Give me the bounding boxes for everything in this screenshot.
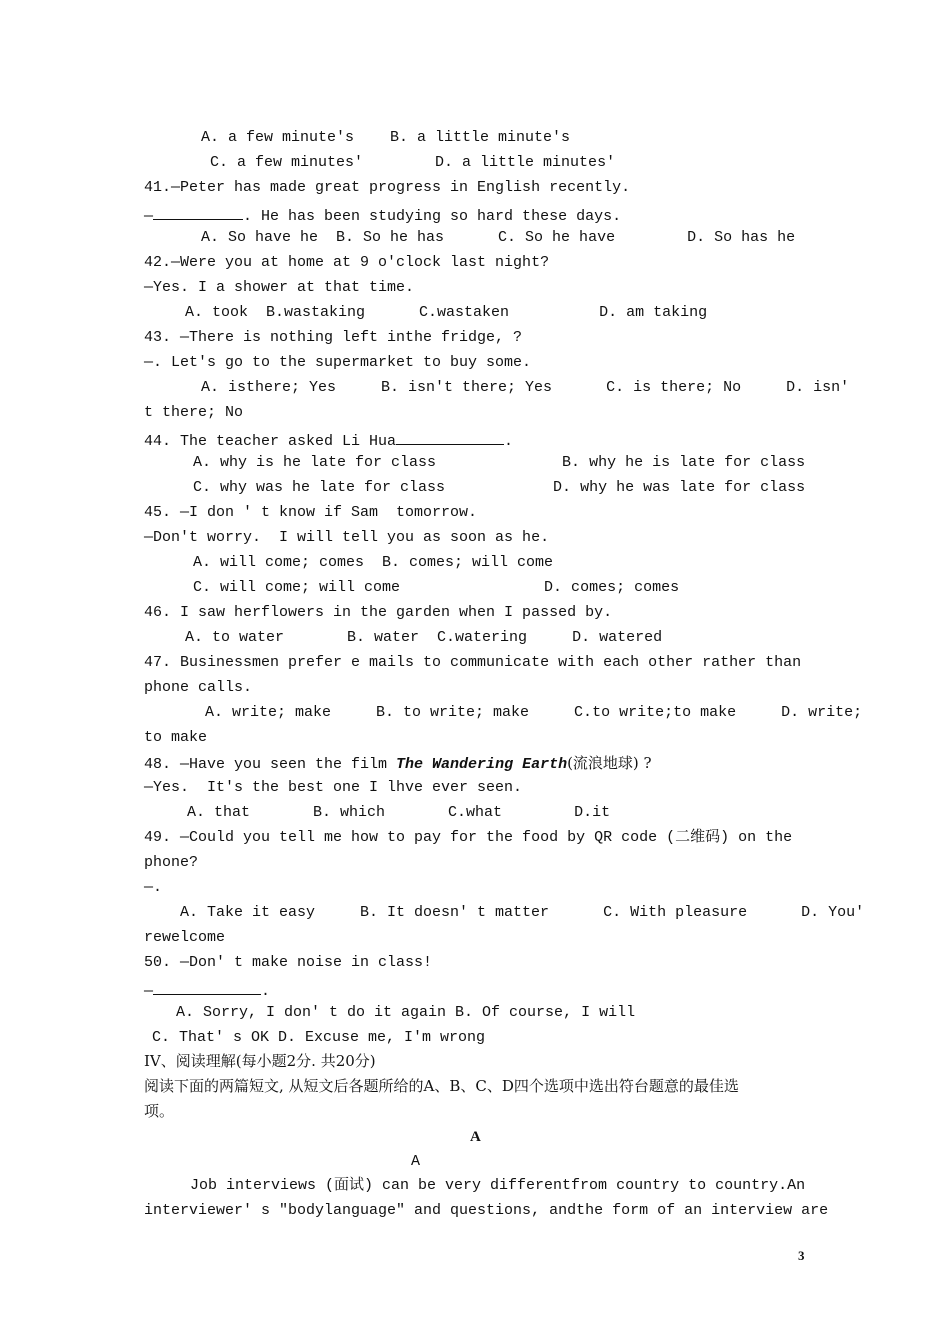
q42-options: A. took B.wastaking C.wastaken D. am taking: [185, 304, 708, 321]
q43-options-wrap: t there; No: [144, 404, 244, 421]
q41-stem: 41.—Peter has made great progress in English recently.: [144, 179, 631, 196]
dash: —: [144, 983, 154, 1000]
q43-options: A. isthere; Yes B. isn't there; Yes C. is there; No D. isn': [201, 379, 850, 396]
q50-reply: [144, 978, 270, 998]
q45-stem: 45. —I don ' t know if Sam tomorrow.: [144, 504, 478, 521]
q49-options: A. Take it easy B. It doesn' t matter C. With pleasure D. You': [180, 904, 865, 921]
q40-options-cd: C. a few minutes' D. a little minutes': [210, 154, 616, 171]
q50-stem: 50. —Don' t make noise in class!: [144, 954, 433, 971]
q45-options-cd: C. will come; will come D. comes; comes: [193, 579, 680, 596]
q43-stem: 43. —There is nothing left inthe fridge, ?: [144, 329, 523, 346]
passage-heading: A: [470, 1129, 481, 1145]
film-title: The Wandering Earth: [396, 756, 568, 773]
q48-stem: [144, 753, 652, 773]
q49-options-wrap: rewelcome: [144, 929, 226, 946]
q41-reply-text: . He has been studying so hard these days.: [243, 208, 622, 225]
passage-line-1: Job interviews (面试) can be very differentfrom country to country.An: [190, 1177, 806, 1194]
section-instructions: 阅读下面的两篇短文, 从短文后各题所给的A、B、C、D四个选项中选出符台题意的最佳选: [144, 1077, 739, 1095]
period: .: [261, 983, 271, 1000]
dash: —: [144, 208, 154, 225]
period: .: [504, 433, 514, 450]
answer-blank: [153, 978, 261, 995]
q44-options-cd: C. why was he late for class D. why he was late for class: [193, 479, 806, 496]
q47-options: A. write; make B. to write; make C.to write;to make D. write;: [205, 704, 863, 721]
q49-stem: 49. —Could you tell me how to pay for the food by QR code (二维码) on the: [144, 829, 793, 846]
q44-stem: [144, 428, 513, 448]
passage-line-2: interviewer' s "bodylanguage" and questions, andthe form of an interview are: [144, 1202, 829, 1219]
q48-options: A. that B. which C.what D.it: [187, 804, 611, 821]
passage-subheading: A: [411, 1153, 421, 1170]
q48-stem-text: 48. —Have you seen the film: [144, 756, 397, 773]
q43-reply: —. Let's go to the supermarket to buy some.: [144, 354, 532, 371]
q48-reply: —Yes. It's the best one I lhve ever seen.: [144, 779, 523, 796]
q47-options-wrap: to make: [144, 729, 208, 746]
q44-options-ab: A. why is he late for class B. why he is late for class: [193, 454, 806, 471]
section-heading: IV、阅读理解(每小题2分. 共20分): [144, 1052, 376, 1070]
answer-blank: [396, 428, 504, 445]
q40-options-ab: A. a few minute's B. a little minute's: [201, 129, 571, 146]
q50-options-ab: A. Sorry, I don' t do it again B. Of course, I will: [176, 1004, 636, 1021]
q42-stem: 42.—Were you at home at 9 o'clock last night?: [144, 254, 550, 271]
section-instructions-wrap: 项。: [144, 1102, 175, 1120]
q45-reply: —Don't worry. I will tell you as soon as he.: [144, 529, 550, 546]
q45-options-ab: A. will come; comes B. comes; will come: [193, 554, 554, 571]
q41-reply: [144, 203, 621, 223]
q49-reply: —.: [144, 879, 163, 896]
q46-stem: 46. I saw herflowers in the garden when I passed by.: [144, 604, 613, 621]
q44-stem-text: 44. The teacher asked Li Hua: [144, 433, 397, 450]
q47-stem: 47. Businessmen prefer e mails to communicate with each other rather than: [144, 654, 802, 671]
q49-stem-wrap: phone?: [144, 854, 199, 871]
q42-reply: —Yes. I a shower at that time.: [144, 279, 415, 296]
q41-options: A. So have he B. So he has C. So he have D. So has he: [201, 229, 796, 246]
q50-options-cd: C. That' s OK D. Excuse me, I'm wrong: [152, 1029, 486, 1046]
answer-blank: [153, 203, 243, 220]
q47-stem-wrap: phone calls.: [144, 679, 253, 696]
page-number: 3: [798, 1248, 805, 1263]
film-title-cn: (流浪地球) ?: [567, 754, 652, 772]
q46-options: A. to water B. water C.watering D. watered: [185, 629, 663, 646]
